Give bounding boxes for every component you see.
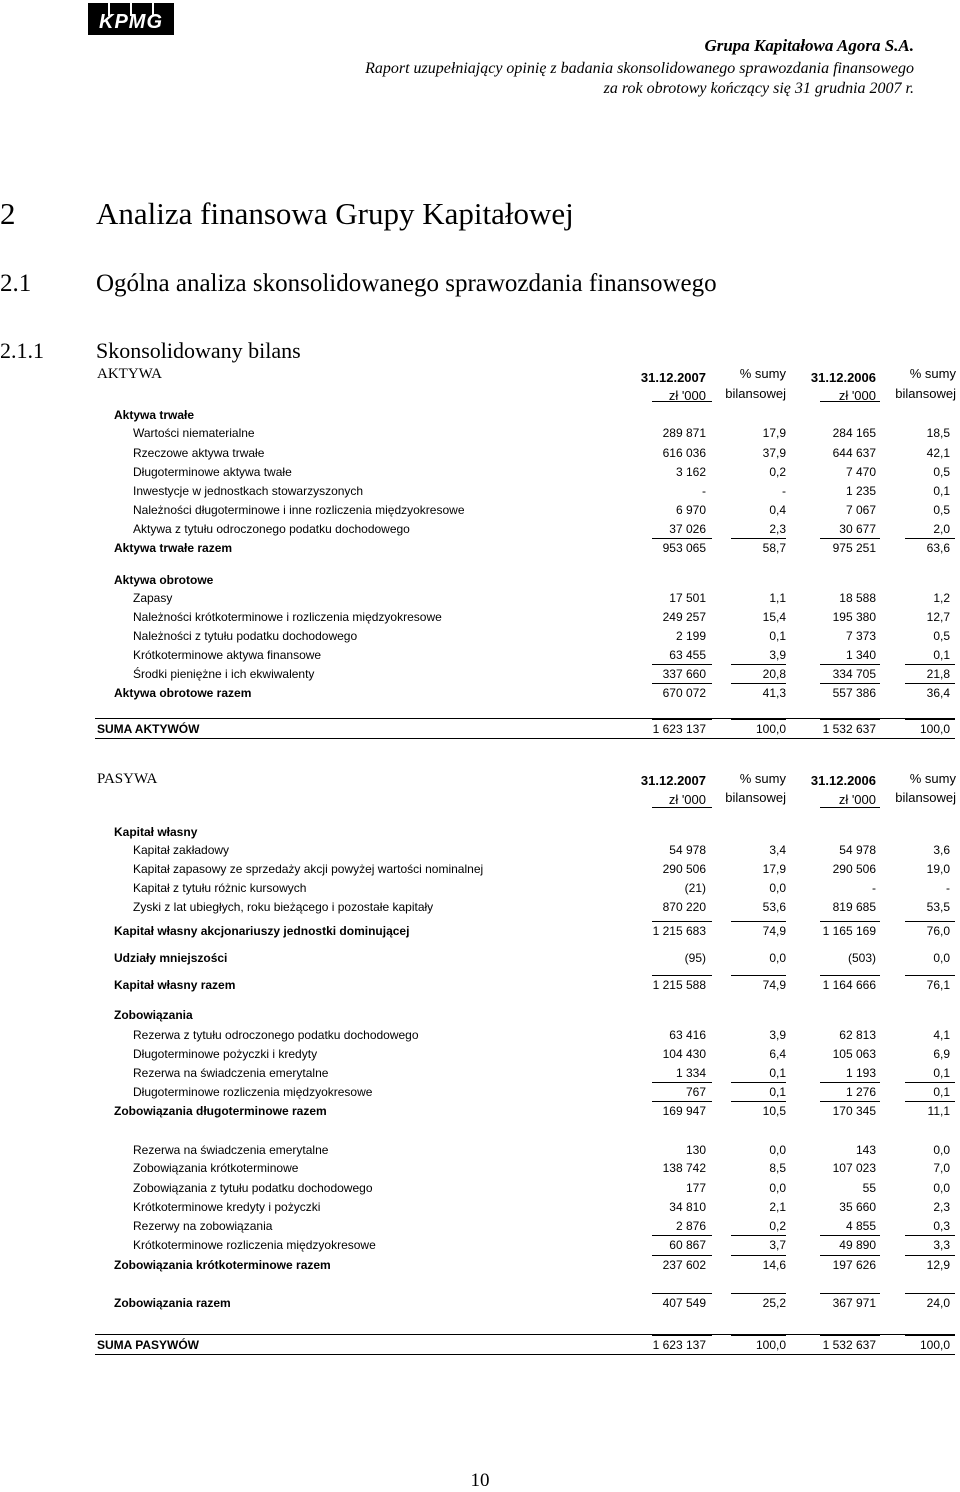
- aktywa-title: AKTYWA: [97, 366, 162, 382]
- pasywa-row-value: 0,3: [933, 1219, 950, 1233]
- pasywa-row-value: 24,0: [926, 1296, 950, 1310]
- pasywa-col-pct2: % sumy: [909, 771, 956, 786]
- pasywa-row-value: 0,0: [933, 1143, 950, 1157]
- pasywa-row-value: 2,3: [933, 1200, 950, 1214]
- pasywa-row-value: 0,0: [769, 1143, 786, 1157]
- pasywa-row-value: 11,1: [927, 1104, 950, 1118]
- aktywa-row-value: 644 637: [832, 446, 876, 460]
- aktywa-row-value: 17,9: [762, 426, 786, 440]
- pasywa-row-value: 7,0: [933, 1161, 950, 1175]
- pasywa-row-value: 2 876: [675, 1219, 706, 1233]
- aktywa-row-value: 7 067: [845, 503, 876, 517]
- pasywa-col-date2: 31.12.2006: [810, 773, 876, 788]
- pasywa-row-value: 0,0: [769, 1181, 786, 1195]
- aktywa-row-value: 670 072: [662, 686, 706, 700]
- aktywa-row: [0, 522, 960, 540]
- pasywa-row-value: 4 855: [845, 1219, 876, 1233]
- pasywa-row-label: Rezerwy na zobowiązania: [133, 1219, 273, 1233]
- aktywa-row-value: 2 199: [675, 629, 706, 643]
- pasywa-row-value: 130: [685, 1143, 706, 1157]
- pasywa-row-value: 197 626: [832, 1258, 876, 1272]
- aktywa-row-label: SUMA AKTYWÓW: [97, 722, 200, 736]
- pasywa-row: [0, 1047, 960, 1065]
- aktywa-row-value: 0,1: [933, 484, 950, 498]
- pasywa-row-value: 53,5: [926, 900, 950, 914]
- pasywa-row-value: 819 685: [832, 900, 876, 914]
- aktywa-row-value: 3,9: [769, 648, 786, 662]
- pasywa-row-label: Kapitał zapasowy ze sprzedaży akcji powyżej wartości nominalnej: [133, 862, 484, 876]
- aktywa-row-value: 100,0: [755, 722, 786, 736]
- aktywa-row-value: 3 162: [675, 465, 706, 479]
- aktywa-row-value: 63,6: [926, 541, 950, 555]
- pasywa-row-label: Rezerwa na świadczenia emerytalne: [133, 1143, 329, 1157]
- aktywa-row: [0, 629, 960, 647]
- heading-3: 2.1.1 Skonsolidowany bilans: [0, 338, 301, 363]
- pasywa-row-label: Kapitał własny razem: [114, 978, 236, 992]
- pasywa-row-value: 107 023: [832, 1161, 876, 1175]
- pasywa-row-value: 177: [685, 1181, 706, 1195]
- aktywa-row-value: 37,9: [762, 446, 786, 460]
- aktywa-col-pct2b: bilansowej: [895, 386, 956, 401]
- pasywa-row-value: 6,4: [769, 1047, 786, 1061]
- pasywa-row-label: SUMA PASYWÓW: [97, 1338, 199, 1352]
- pasywa-row: [0, 1066, 960, 1084]
- header-report-line: Raport uzupełniający opinię z badania skonsolidowanego sprawozdania finansowego: [365, 60, 914, 77]
- aktywa-row-value: 30 677: [839, 522, 876, 536]
- pasywa-row-value: 143: [855, 1143, 876, 1157]
- aktywa-row-label: Aktywa z tytułu odroczonego podatku dochodowego: [133, 522, 410, 536]
- pasywa-row-value: 14,6: [762, 1258, 786, 1272]
- pasywa-row-value: 0,1: [769, 1085, 786, 1099]
- pasywa-row-value: 74,9: [762, 978, 786, 992]
- aktywa-row-value: 1 235: [845, 484, 876, 498]
- pasywa-row-label: Zobowiązania z tytułu podatku dochodowego: [133, 1181, 373, 1195]
- pasywa-row-value: 170 345: [832, 1104, 876, 1118]
- pasywa-row-value: 53,6: [762, 900, 786, 914]
- aktywa-row-value: 12,7: [926, 610, 950, 624]
- aktywa-row-value: 41,3: [762, 686, 786, 700]
- pasywa-row-value: (95): [684, 951, 706, 965]
- aktywa-row-value: 0,5: [933, 629, 950, 643]
- pasywa-row-value: 25,2: [762, 1296, 786, 1310]
- aktywa-row-value: 2,0: [933, 522, 950, 536]
- pasywa-row-value: 1 276: [845, 1085, 876, 1099]
- aktywa-row-value: 337 660: [662, 667, 706, 681]
- pasywa-row-label: Kapitał z tytułu różnic kursowych: [133, 881, 307, 895]
- pasywa-row-value: 3,3: [933, 1238, 950, 1252]
- pasywa-row-value: 0,1: [933, 1066, 950, 1080]
- pasywa-col-pct2b: bilansowej: [895, 790, 956, 805]
- pasywa-row: [0, 1143, 960, 1161]
- pasywa-row: [0, 1296, 960, 1314]
- aktywa-row-value: 100,0: [919, 722, 950, 736]
- aktywa-row: [0, 408, 960, 426]
- pasywa-row-value: 1 623 137: [652, 1338, 706, 1352]
- pasywa-row: [0, 1085, 960, 1103]
- pasywa-row-value: 104 430: [662, 1047, 706, 1061]
- pasywa-row-value: 138 742: [662, 1161, 706, 1175]
- aktywa-col-unit1: zł '000: [668, 388, 706, 403]
- pasywa-row-value: -: [872, 881, 876, 895]
- header-company: Grupa Kapitałowa Agora S.A.: [704, 36, 914, 55]
- pasywa-row-value: 105 063: [832, 1047, 876, 1061]
- pasywa-row-value: 2,1: [769, 1200, 786, 1214]
- aktywa-row-value: 953 065: [662, 541, 706, 555]
- aktywa-col-date2: 31.12.2006: [810, 370, 876, 385]
- aktywa-row-value: 616 036: [662, 446, 706, 460]
- pasywa-row: [0, 900, 960, 918]
- aktywa-row-label: Inwestycje w jednostkach stowarzyszonych: [133, 484, 364, 498]
- aktywa-row-value: 289 871: [662, 426, 706, 440]
- aktywa-row: [0, 667, 960, 685]
- aktywa-row-label: Należności z tytułu podatku dochodowego: [133, 629, 358, 643]
- aktywa-row: [0, 686, 960, 704]
- pasywa-row: [0, 1161, 960, 1179]
- aktywa-row-value: 0,5: [933, 465, 950, 479]
- pasywa-row-label: Rezerwa z tytułu odroczonego podatku dochodowego: [133, 1028, 419, 1042]
- aktywa-row: [0, 446, 960, 464]
- aktywa-row: [0, 484, 960, 502]
- aktywa-row-value: 42,1: [926, 446, 950, 460]
- pasywa-row-value: 74,9: [762, 924, 786, 938]
- pasywa-col-date1: 31.12.2007: [640, 773, 706, 788]
- aktywa-row-label: Środki pieniężne i ich ekwiwalenty: [133, 667, 315, 681]
- aktywa-row-label: Aktywa obrotowe razem: [114, 686, 252, 700]
- pasywa-row-value: (21): [684, 881, 706, 895]
- pasywa-row-value: 1 215 683: [652, 924, 706, 938]
- pasywa-row-value: -: [946, 881, 950, 895]
- pasywa-row-value: 0,1: [933, 1085, 950, 1099]
- pasywa-row-value: 54 978: [839, 843, 876, 857]
- pasywa-row: [0, 881, 960, 899]
- heading-1: 2 Analiza finansowa Grupy Kapitałowej: [0, 196, 574, 231]
- pasywa-row-value: 100,0: [919, 1338, 950, 1352]
- aktywa-row-label: Krótkoterminowe aktywa finansowe: [133, 648, 322, 662]
- pasywa-row: [0, 1219, 960, 1237]
- aktywa-row-value: 195 380: [832, 610, 876, 624]
- pasywa-col-unit1: zł '000: [668, 792, 706, 807]
- aktywa-row-value: 36,4: [926, 686, 950, 700]
- pasywa-row-value: 367 971: [832, 1296, 876, 1310]
- pasywa-row: [0, 1181, 960, 1199]
- header-period-line: za rok obrotowy kończący się 31 grudnia 2007 r.: [603, 80, 914, 97]
- pasywa-row-label: Udziały mniejszości: [114, 951, 228, 965]
- pasywa-row-value: 63 416: [669, 1028, 706, 1042]
- pasywa-row-value: 290 506: [832, 862, 876, 876]
- aktywa-col-date1: 31.12.2007: [640, 370, 706, 385]
- pasywa-row-value: 49 890: [839, 1238, 876, 1252]
- pasywa-row-label: Krótkoterminowe rozliczenia międzyokresowe: [133, 1238, 376, 1252]
- aktywa-row: [0, 591, 960, 609]
- pasywa-row-label: Zobowiązania razem: [114, 1296, 231, 1310]
- pasywa-row-value: 100,0: [755, 1338, 786, 1352]
- aktywa-row-value: -: [702, 484, 706, 498]
- pasywa-row-value: 1 193: [845, 1066, 876, 1080]
- pasywa-row-value: 3,9: [769, 1028, 786, 1042]
- aktywa-row-value: 284 165: [832, 426, 876, 440]
- aktywa-row-value: 0,5: [933, 503, 950, 517]
- pasywa-row-value: 0,1: [769, 1066, 786, 1080]
- pasywa-row-value: 0,0: [933, 951, 950, 965]
- pasywa-row-value: 0,0: [769, 881, 786, 895]
- aktywa-row-label: Długoterminowe aktywa twałe: [133, 465, 292, 479]
- pasywa-row-value: 76,1: [926, 978, 950, 992]
- pasywa-row-label: Zyski z lat ubiegłych, roku bieżącego i pozostałe kapitały: [133, 900, 434, 914]
- page-number: 10: [470, 1470, 490, 1491]
- pasywa-row: [0, 1104, 960, 1122]
- aktywa-row-value: 0,2: [769, 465, 786, 479]
- kpmg-logo: [88, 3, 174, 35]
- aktywa-row-label: Rzeczowe aktywa trwałe: [133, 446, 265, 460]
- pasywa-row-value: 1 165 169: [822, 924, 876, 938]
- pasywa-row-value: 0,0: [933, 1181, 950, 1195]
- pasywa-row-value: 62 813: [839, 1028, 876, 1042]
- pasywa-row: [0, 951, 960, 969]
- aktywa-row-label: Aktywa trwałe razem: [114, 541, 233, 555]
- aktywa-row-value: 1 532 637: [822, 722, 876, 736]
- pasywa-row-label: Kapitał zakładowy: [133, 843, 230, 857]
- pasywa-row-value: 19,0: [926, 862, 950, 876]
- aktywa-row-value: 17 501: [669, 591, 706, 605]
- pasywa-row-value: 0,2: [769, 1219, 786, 1233]
- aktywa-row-label: Aktywa obrotowe: [114, 573, 214, 587]
- pasywa-row-label: Zobowiązania krótkoterminowe: [133, 1161, 299, 1175]
- pasywa-row: [0, 1238, 960, 1256]
- pasywa-col-pct1: % sumy: [739, 771, 786, 786]
- logo-bars: [88, 3, 174, 16]
- aktywa-row: [0, 541, 960, 559]
- pasywa-row-value: 54 978: [669, 843, 706, 857]
- aktywa-row-value: 0,1: [769, 629, 786, 643]
- logo-text: KPMG: [99, 11, 163, 33]
- aktywa-row-value: 6 970: [675, 503, 706, 517]
- pasywa-row-value: 12,9: [926, 1258, 950, 1272]
- aktywa-row-value: 0,4: [769, 503, 786, 517]
- aktywa-col-unit2: zł '000: [838, 388, 876, 403]
- pasywa-row-value: 1 215 588: [652, 978, 706, 992]
- heading-2: 2.1 Ogólna analiza skonsolidowanego sprawozdania finansowego: [0, 270, 717, 297]
- aktywa-row-value: 1,1: [769, 591, 786, 605]
- pasywa-row-label: Długoterminowe rozliczenia międzyokresowe: [133, 1085, 373, 1099]
- pasywa-row-value: 237 602: [662, 1258, 706, 1272]
- aktywa-row-value: 21,8: [926, 667, 950, 681]
- aktywa-row-value: 1 340: [845, 648, 876, 662]
- pasywa-row-label: Zobowiązania: [114, 1008, 193, 1022]
- pasywa-row-value: 1 532 637: [822, 1338, 876, 1352]
- pasywa-row-value: 76,0: [926, 924, 950, 938]
- pasywa-row-label: Kapitał własny akcjonariuszy jednostki dominującej: [114, 924, 410, 938]
- aktywa-row-value: 1,2: [933, 591, 950, 605]
- aktywa-row: [0, 465, 960, 483]
- aktywa-row-value: 975 251: [832, 541, 876, 555]
- pasywa-row: [0, 862, 960, 880]
- aktywa-row: [0, 648, 960, 666]
- aktywa-row-value: 0,1: [933, 648, 950, 662]
- pasywa-row-label: Rezerwa na świadczenia emerytalne: [133, 1066, 329, 1080]
- aktywa-row-value: 2,3: [769, 522, 786, 536]
- aktywa-row: [0, 573, 960, 591]
- aktywa-row-label: Wartości niematerialne: [133, 426, 255, 440]
- pasywa-row-value: 35 660: [839, 1200, 876, 1214]
- pasywa-row: [0, 1200, 960, 1218]
- pasywa-row-value: 169 947: [662, 1104, 706, 1118]
- pasywa-row-label: Zobowiązania krótkoterminowe razem: [114, 1258, 331, 1272]
- pasywa-row-value: 17,9: [762, 862, 786, 876]
- pasywa-row-value: 290 506: [662, 862, 706, 876]
- pasywa-row: [0, 978, 960, 996]
- pasywa-row-value: 1 164 666: [822, 978, 876, 992]
- pasywa-row-value: (503): [847, 951, 876, 965]
- pasywa-row-value: 407 549: [662, 1296, 706, 1310]
- pasywa-row: [0, 924, 960, 942]
- pasywa-row-label: Zobowiązania długoterminowe razem: [114, 1104, 327, 1118]
- pasywa-row: [0, 1008, 960, 1026]
- pasywa-row-value: 60 867: [669, 1238, 706, 1252]
- aktywa-row-value: 7 373: [845, 629, 876, 643]
- aktywa-row: [0, 610, 960, 628]
- pasywa-title: PASYWA: [97, 771, 158, 787]
- pasywa-col-unit2: zł '000: [838, 792, 876, 807]
- aktywa-row: [0, 503, 960, 521]
- pasywa-row-value: 8,5: [769, 1161, 786, 1175]
- pasywa-row-value: 10,5: [762, 1104, 786, 1118]
- aktywa-row-value: 18 588: [839, 591, 876, 605]
- pasywa-row: [0, 843, 960, 861]
- pasywa-row-label: Długoterminowe pożyczki i kredyty: [133, 1047, 318, 1061]
- aktywa-row-value: 334 705: [832, 667, 876, 681]
- pasywa-row-label: Krótkoterminowe kredyty i pożyczki: [133, 1200, 321, 1214]
- aktywa-col-pct1b: bilansowej: [725, 386, 786, 401]
- aktywa-row-value: 63 455: [669, 648, 706, 662]
- pasywa-row-value: 34 810: [669, 1200, 706, 1214]
- pasywa-row-value: 0,0: [769, 951, 786, 965]
- aktywa-row-value: 249 257: [662, 610, 706, 624]
- aktywa-row-value: 557 386: [832, 686, 876, 700]
- aktywa-row-value: 18,5: [926, 426, 950, 440]
- pasywa-row: [0, 1028, 960, 1046]
- aktywa-row-label: Należności krótkoterminowe i rozliczenia międzyokresowe: [133, 610, 442, 624]
- aktywa-row: [0, 426, 960, 444]
- pasywa-row-value: 767: [685, 1085, 706, 1099]
- pasywa-row-value: 3,7: [769, 1238, 786, 1252]
- pasywa-row: [0, 825, 960, 843]
- aktywa-row-label: Zapasy: [133, 591, 173, 605]
- pasywa-col-pct1b: bilansowej: [725, 790, 786, 805]
- aktywa-row-label: Należności długoterminowe i inne rozliczenia międzyokresowe: [133, 503, 465, 517]
- aktywa-row-value: 20,8: [762, 667, 786, 681]
- pasywa-row-value: 4,1: [933, 1028, 950, 1042]
- aktywa-row-label: Aktywa trwałe: [114, 408, 195, 422]
- pasywa-row-label: Kapitał własny: [114, 825, 198, 839]
- aktywa-col-pct2: % sumy: [909, 366, 956, 381]
- pasywa-row-value: 3,6: [933, 843, 950, 857]
- aktywa-row-value: 37 026: [669, 522, 706, 536]
- aktywa-row-value: 15,4: [762, 610, 786, 624]
- pasywa-row: [0, 1258, 960, 1276]
- aktywa-row-value: 1 623 137: [652, 722, 706, 736]
- pasywa-row-value: 1 334: [675, 1066, 706, 1080]
- aktywa-row-value: 58,7: [762, 541, 786, 555]
- aktywa-col-pct1: % sumy: [739, 366, 786, 381]
- aktywa-row-value: 7 470: [845, 465, 876, 479]
- pasywa-row-value: 870 220: [662, 900, 706, 914]
- pasywa-row-value: 55: [862, 1181, 876, 1195]
- pasywa-row-value: 6,9: [933, 1047, 950, 1061]
- pasywa-row-value: 3,4: [769, 843, 786, 857]
- aktywa-row-value: -: [782, 484, 786, 498]
